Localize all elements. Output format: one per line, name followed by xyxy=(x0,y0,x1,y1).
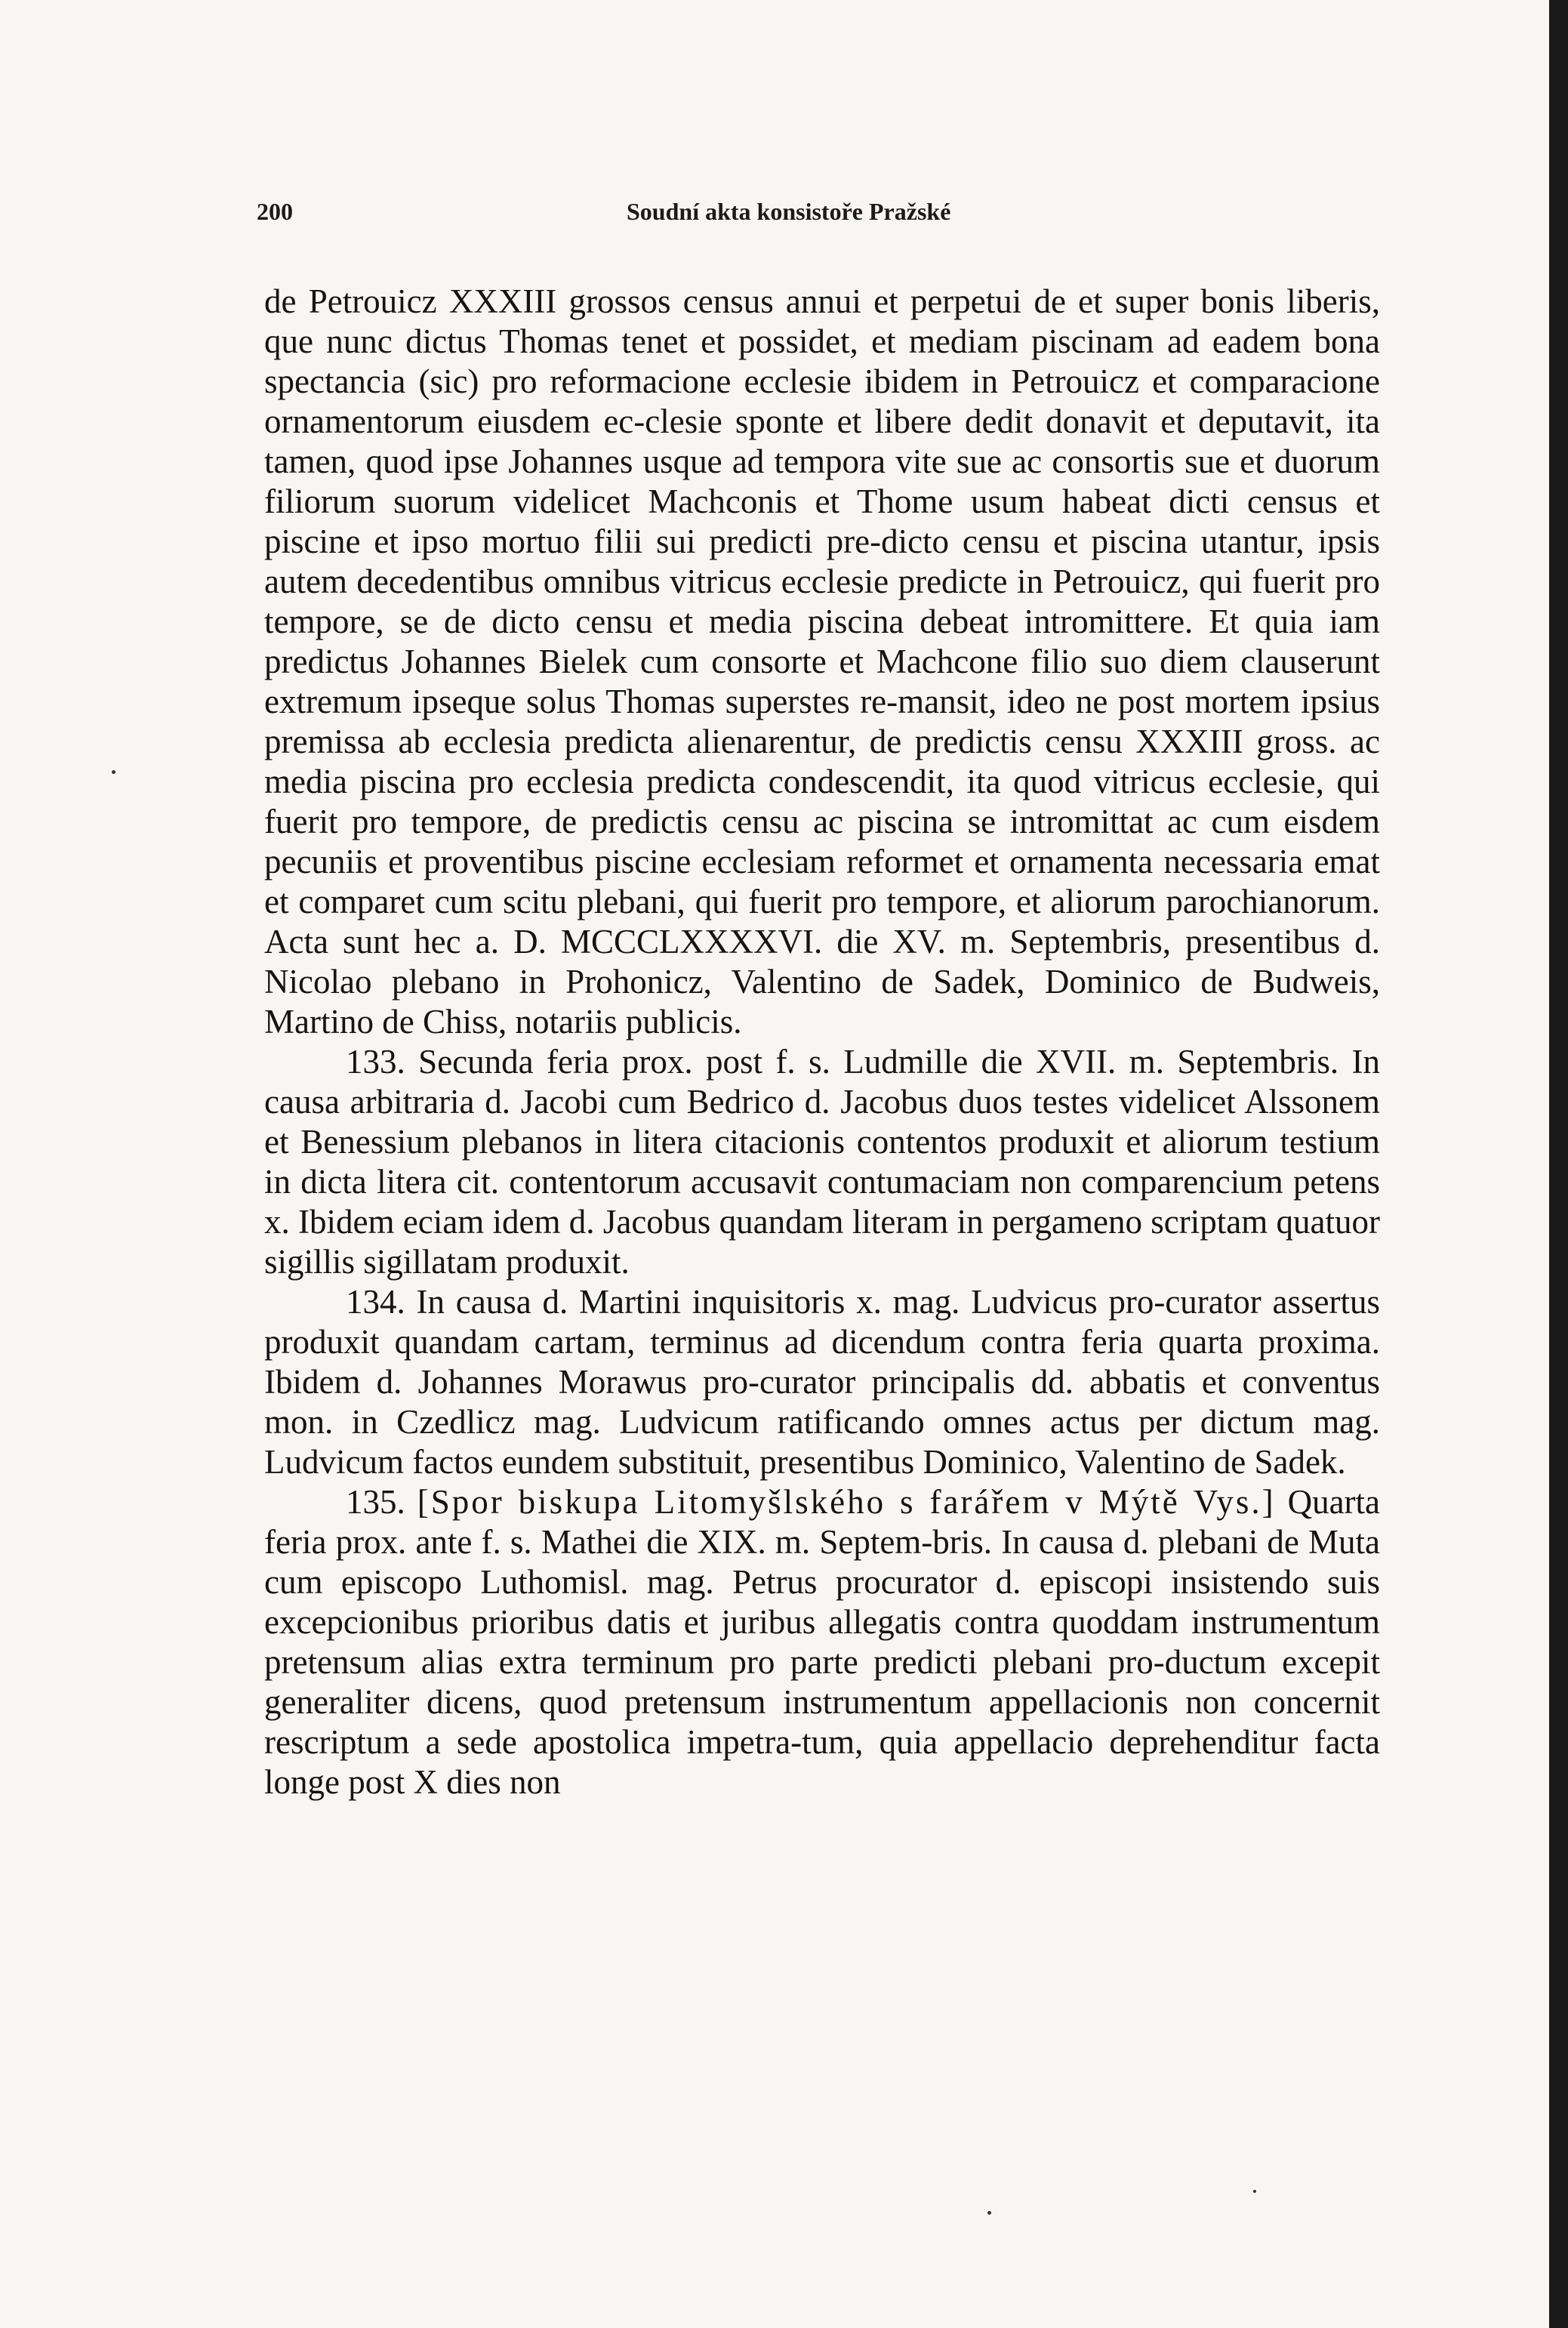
running-head xyxy=(257,198,1389,236)
entry-134: 134. In causa d. Martini inquisitoris x. mag. Ludvicus pro-curator assertus produxit quandam cartam, terminus ad dicendum contra feria quarta proxima. Ibidem d. Johannes Morawus pro-curator principalis dd. abbatis et conventus mon. in Czedlicz mag. Ludvicum ratificando omnes actus per dictum mag. Ludvicum factos eundem substituit, presentibus Dominico, Valentino de Sadek. xyxy=(264,1283,1380,1481)
entry-135-heading: [Spor biskupa Litomyšlského s farářem v Mýtě Vys.] xyxy=(417,1483,1276,1521)
entry-135-number: 135. xyxy=(346,1483,405,1521)
running-head-title: Soudní akta konsistoře Pražské xyxy=(627,198,951,225)
scan-speck xyxy=(987,2211,991,2215)
scan-speck xyxy=(1253,2190,1256,2193)
scan-speck xyxy=(112,770,116,774)
entry-133: 133. Secunda feria prox. post f. s. Ludmille die XVII. m. Septembris. In causa arbitraria d. Jacobi cum Bedrico d. Jacobus duos testes videlicet Alssonem et Benessium plebanos in litera citacionis contentos produxit et aliorum testium in dicta litera cit. contentorum accusavit contumaciam non comparencium petens x. Ibidem eciam idem d. Jacobus quandam literam in pergameno scriptam quatuor sigillis sigillatam produxit. xyxy=(264,1043,1380,1281)
entry-135-text: Quarta feria prox. ante f. s. Mathei die XIX. m. Septem-bris. In causa d. plebani de Muta cum episcopo Luthomisl. mag. Petrus procurator d. episcopi insistendo suis excepcionibus prioribus datis et juribus allegatis contra quoddam instrumentum pretensum alias extra terminum pro parte predicti plebani pro-ductum excepit generaliter dicens, quod pretensum instrumentum appellacionis non concernit rescriptum a sede apostolica impetra-tum, quia appellacio deprehenditur facta longe post X dies non xyxy=(264,1483,1381,1801)
scan-right-border xyxy=(1549,0,1568,2328)
entry-135 xyxy=(264,1482,1380,1802)
page-number: 200 xyxy=(257,198,293,225)
paragraph-continuation: de Petrouicz XXXIII grossos census annui et perpetui de et super bonis liberis, que nunc dictus Thomas tenet et possidet, et mediam piscinam ad eadem bona spectancia (sic) pro reformacione ecclesie ibidem in Petrouicz et comparacione ornamentorum eiusdem ec-clesie sponte et libere dedit donavit et deputavit, ita tamen, quod ipse Johannes usque ad tempora vite sue ac consortis sue et duorum filiorum suorum videlicet Machconis et Thome usum habeat dicti census et piscine et ipso mortuo filii sui predicti pre-dicto censu et piscina utantur, ipsis autem decedentibus omnibus vitricus ecclesie predicte in Petrouicz, qui fuerit pro tempore, se de dicto censu et media piscina debeat intromittere. Et quia iam predictus Johannes Bielek cum consorte et Machcone filio suo diem clauserunt extremum ipseque solus Thomas superstes re-mansit, ideo ne post mortem ipsius premissa ab ecclesia predicta alienarentur, de predictis censu XXXIII gross. ac media piscina pro ecclesia predicta condescendit, ita quod vitricus ecclesie, qui fuerit pro tempore, de predictis censu ac piscina se intromittat ac cum eisdem pecuniis et proventibus piscine ecclesiam reformet et ornamenta necessaria emat et comparet cum scitu plebani, qui fuerit pro tempore, et aliorum parochianorum. Acta sunt hec a. D. MCCCLXXXXVI. die XV. m. Septembris, presentibus d. Nicolao plebano in Prohonicz, Valentino de Sadek, Dominico de Budweis, Martino de Chiss, notariis publicis. xyxy=(264,282,1380,1041)
body-text xyxy=(264,282,1380,1802)
